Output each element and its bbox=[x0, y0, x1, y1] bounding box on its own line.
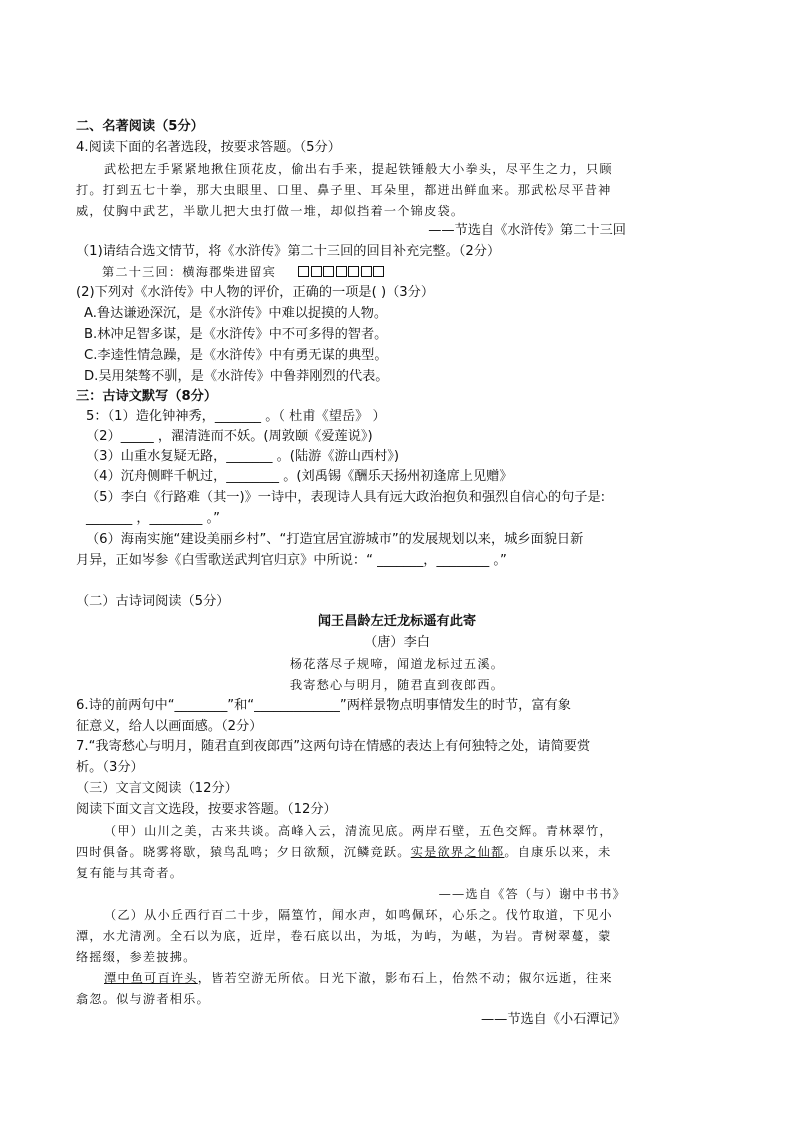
subquestion-2: (2)下列对《水浒传》中人物的评价，正确的一项是( )（3分） bbox=[76, 285, 435, 300]
section-heading-poem: （二）古诗词阅读（5分） bbox=[76, 594, 230, 609]
passage-yi-source: ——节选自《小石潭记》 bbox=[480, 1012, 626, 1027]
underlined-phrase: 实是欲界之仙都 bbox=[410, 845, 505, 859]
section-heading-classical: （三）文言文阅读（12分） bbox=[76, 781, 238, 796]
poem-line: 杨花落尽子规啼，闻道龙标过五溪。 bbox=[289, 657, 505, 671]
passage-source: ——节选自《水浒传》第二十三回 bbox=[428, 223, 626, 238]
question-7: 7.“我寄愁心与明月，随君直到夜郎西”这两句诗在情感的表达上有何独特之处，请简要赏 bbox=[76, 739, 591, 754]
answer-box bbox=[311, 266, 322, 277]
dictation-line: _______ ，________ 。” bbox=[86, 511, 220, 526]
dictation-line: （5）李白《行路难（其一)》一诗中，表现诗人具有远大政治抱负和强烈自信心的句子是: bbox=[86, 490, 606, 505]
poem-author: （唐）李白 bbox=[364, 635, 430, 650]
question-7-cont: 析。（3分） bbox=[76, 760, 144, 775]
dictation-line: （6）海南实施“建设美丽乡村”、“打造宜居宜游城市”的发展规划以来，城乡面貌日新 bbox=[86, 532, 584, 547]
passage-jia-source: ——选自《答（与）谢中书书》 bbox=[438, 887, 626, 901]
option-b: B.林冲足智多谋，是《水浒传》中不可多得的智者。 bbox=[84, 327, 388, 342]
passage-line: 打。打到五七十拳，那大虫眼里、口里、鼻子里、耳朵里，都迸出鲜血来。那武松尽平昔神 bbox=[76, 183, 612, 197]
passage-yi-line bbox=[104, 969, 613, 987]
passage-jia-line: 复有能与其奇者。 bbox=[76, 866, 184, 880]
dictation-line: （3）山重水复疑无路，_______ 。(陆游《游山西村》) bbox=[86, 449, 399, 464]
answer-box bbox=[361, 266, 372, 277]
subquestion-1: （1)请结合选文情节，将《水浒传》第二十三回的回目补充完整。（2分） bbox=[76, 244, 501, 259]
question-6-cont: 征意义，给人以画面感。（2分） bbox=[76, 719, 263, 734]
passage-yi-line: （乙）从小丘西行百二十步，隔篁竹，闻水声，如鸣佩环，心乐之。伐竹取道，下见小 bbox=[104, 908, 613, 922]
passage-yi-line: 潭，水尤清冽。全石以为底，近岸，卷石底以出，为坻，为屿，为嵁，为岩。青树翠蔓，蒙 bbox=[76, 929, 612, 943]
answer-box bbox=[298, 266, 309, 277]
passage-line: 武松把左手紧紧地揪住顶花皮，偷出右手来，提起铁锤般大小拳头，尽平生之力，只顾 bbox=[104, 162, 613, 176]
passage-line: 威，仗胸中武艺，半歇儿把大虫打做一堆，却似挡着一个锦皮袋。 bbox=[76, 204, 465, 218]
answer-box bbox=[323, 266, 334, 277]
passage-yi-line: 翕忽。似与游者相乐。 bbox=[76, 992, 210, 1006]
dictation-line: （2）_____ ，濯清涟而不妖。(周敦颐《爱莲说》) bbox=[86, 429, 373, 444]
dictation-line: （4）沉舟侧畔千帆过，________ 。(刘禹锡《酬乐天扬州初逢席上见赠》 bbox=[86, 469, 513, 484]
chapter-title: 第二十三回：横海郡柴进留宾 bbox=[102, 265, 277, 279]
text-segment: 。自康乐以来，未 bbox=[504, 845, 612, 859]
answer-box bbox=[348, 266, 359, 277]
answer-box bbox=[373, 266, 384, 277]
question-6: 6.诗的前两句中“________”和“_____________”两样景物点明事情发生的时节，富有象 bbox=[76, 698, 571, 713]
option-a: A.鲁达谦逊深沉，是《水浒传》中难以捉摸的人物。 bbox=[84, 306, 388, 321]
chapter-title-line bbox=[102, 263, 386, 282]
passage-yi-line: 络摇缀，参差披拂。 bbox=[76, 950, 197, 964]
option-c: C.李逵性情急躁，是《水浒传》中有勇无谋的典型。 bbox=[84, 348, 388, 363]
section-heading-dictation: 三：古诗文默写（8分） bbox=[76, 389, 218, 404]
dictation-line: 月异，正如岑参《白雪歌送武判官归京》中所说：“ _______，________ 。” bbox=[76, 553, 507, 568]
underlined-phrase: 潭中鱼可百许头 bbox=[104, 971, 198, 985]
text-segment: 四时俱备。晓雾将歇，猿鸟乱鸣；夕日欲颓，沉鳞竞跃。 bbox=[76, 845, 411, 859]
option-d: D.吴用桀骜不驯，是《水浒传》中鲁莽刚烈的代表。 bbox=[84, 369, 389, 384]
passage-jia-line: （甲）山川之美，古来共谈。高峰入云，清流见底。两岸石壁，五色交辉。青林翠竹， bbox=[104, 824, 613, 838]
question-4-intro: 4.阅读下面的名著选段，按要求答题。（5分） bbox=[76, 140, 341, 155]
dictation-line: 5：（1）造化钟神秀，_______ 。（ 杜甫《望岳》 ） bbox=[86, 409, 386, 424]
poem-line: 我寄愁心与明月，随君直到夜郎西。 bbox=[289, 678, 505, 692]
answer-boxes bbox=[298, 264, 386, 282]
passage-jia-line bbox=[76, 843, 612, 861]
answer-box bbox=[336, 266, 347, 277]
poem-title: 闻王昌龄左迁龙标遥有此寄 bbox=[317, 614, 477, 629]
text-segment: ，皆若空游无所依。日光下澈，影布石上，佁然不动；俶尔远逝，往来 bbox=[197, 971, 613, 985]
section-heading-classics: 二、名著阅读（5分） bbox=[76, 119, 204, 134]
classical-intro: 阅读下面文言文选段，按要求答题。（12分） bbox=[76, 802, 337, 817]
